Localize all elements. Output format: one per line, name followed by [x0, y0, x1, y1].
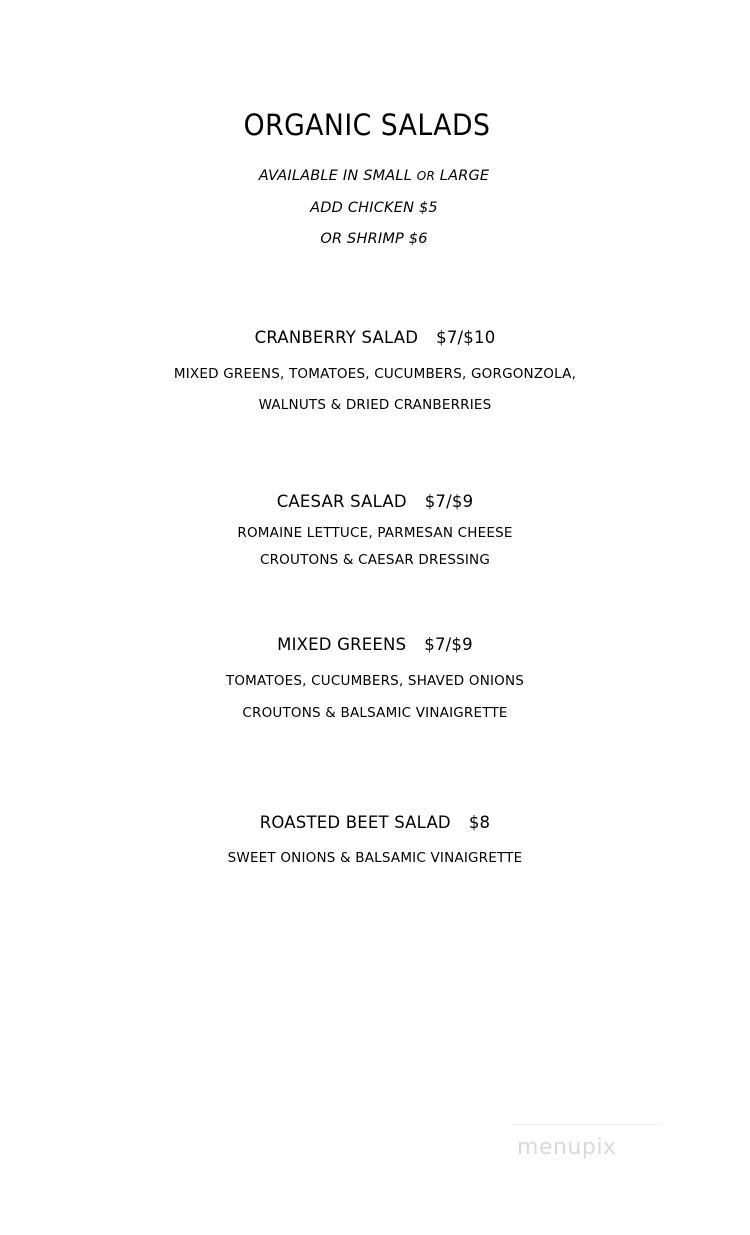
- menu-item-cranberry-salad: [0, 328, 750, 347]
- watermark-divider: [512, 1124, 662, 1125]
- item-description-line: CROUTONS & BALSAMIC VINAIGRETTE: [242, 705, 508, 721]
- item-description-line: SWEET ONIONS & BALSAMIC VINAIGRETTE: [227, 850, 523, 866]
- item-name: MIXED GREENS: [277, 635, 407, 654]
- item-price: $7/$9: [424, 635, 473, 654]
- item-description-line: MIXED GREENS, TOMATOES, CUCUMBERS, GORGONZOLA,: [173, 366, 577, 382]
- add-shrimp-note: OR SHRIMP $6: [320, 231, 428, 247]
- menu-title: ORGANIC SALADS: [243, 108, 491, 142]
- item-price: $7/$10: [436, 328, 496, 347]
- menu-item-roasted-beet-salad: [0, 813, 750, 832]
- menu-item-mixed-greens: [0, 635, 750, 654]
- item-price: $8: [468, 813, 491, 832]
- size-note-or: OR: [416, 169, 435, 183]
- item-name: ROASTED BEET SALAD: [259, 813, 451, 832]
- item-price: $7/$9: [424, 492, 474, 511]
- size-availability-note: [0, 168, 749, 184]
- watermark-logo: menupix: [517, 1135, 617, 1160]
- item-description-line: ROMAINE LETTUCE, PARMESAN CHEESE: [237, 525, 513, 541]
- add-chicken-note: ADD CHICKEN $5: [310, 200, 438, 216]
- item-name: CRANBERRY SALAD: [254, 328, 419, 347]
- size-note-end: LARGE: [434, 168, 490, 184]
- item-description-line: WALNUTS & DRIED CRANBERRIES: [258, 397, 492, 413]
- size-note-start: AVAILABLE IN SMALL: [258, 168, 417, 184]
- item-description-line: TOMATOES, CUCUMBERS, SHAVED ONIONS: [225, 673, 525, 689]
- menu-item-caesar-salad: [0, 492, 750, 511]
- item-name: CAESAR SALAD: [276, 492, 407, 511]
- item-description-line: CROUTONS & CAESAR DRESSING: [259, 552, 491, 568]
